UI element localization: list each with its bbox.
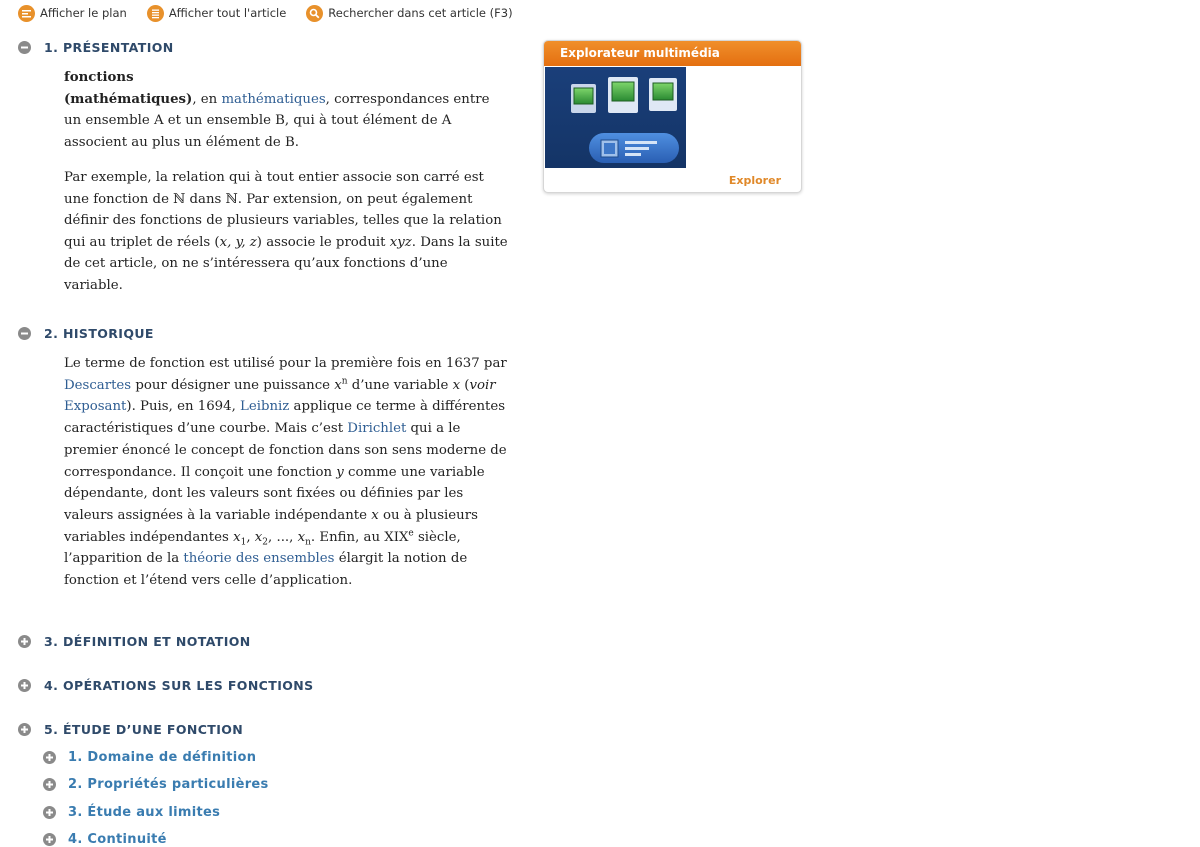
multimedia-thumbnail[interactable] — [545, 67, 686, 168]
subsection-domaine[interactable] — [43, 750, 256, 765]
document-icon — [147, 5, 164, 22]
search-icon — [306, 5, 323, 22]
section-etude-fonction[interactable] — [18, 722, 243, 737]
show-plan-label: Afficher le plan — [40, 6, 127, 20]
section-historique-title: 2. HISTORIQUE — [44, 326, 154, 341]
link-dirichlet[interactable]: Dirichlet — [347, 421, 407, 437]
collapse-icon[interactable] — [18, 41, 31, 54]
expand-icon[interactable] — [43, 778, 56, 791]
expand-icon[interactable] — [43, 806, 56, 819]
link-theorie-des-ensembles[interactable]: théorie des ensembles — [183, 551, 335, 567]
subsection-continuite[interactable] — [43, 832, 167, 847]
show-article-button[interactable] — [147, 5, 286, 22]
presentation-paragraph-2: Par exemple, la relation qui à tout entier associe son carré est une fonction de ℕ dans ℕ. Par extension, on peut également définir des fonctions de plusieurs variables, telles que la relation qui au triplet de réels (x, y, z) associe le produit xyz. Dans la suite de cet article, on ne s’intéressera qu’aux fonctions d’une variable. — [64, 170, 508, 293]
subsection-continuite-title: 4. Continuité — [68, 832, 167, 847]
link-mathematiques[interactable]: mathématiques — [221, 91, 326, 107]
link-descartes[interactable]: Descartes — [64, 377, 132, 393]
section-presentation[interactable] — [18, 40, 174, 55]
search-article-label: Rechercher dans cet article (F3) — [328, 6, 513, 20]
history-paragraph: Le terme de fonction est utilisé pour la première fois en 1637 par Descartes pour désigner une puissance $x^n$ d’une variable x (voir Exposant). Puis, en 1694, Leibniz applique ce terme à différentes caractéristiques d’une courbe. Mais c’est Dirichlet qui a le premier énoncé le concept de fonction dans son sens moderne de correspondance. Il conçoit une fonction y comme une variable dépendante, dont les valeurs sont fixées ou définies par les valeurs assignées à la variable indépendante x ou à plusieurs variables indépendantes $x_1$, $x_2$, ..., $x_n$. Enfin, au XIXe siècle, l’apparition de la théorie des ensembles élargit la notion de fonction et l’étend vers celle d’application. — [64, 356, 507, 589]
section-operations[interactable] — [18, 678, 314, 693]
link-leibniz[interactable]: Leibniz — [240, 399, 290, 415]
entry-term-qualifier: (mathématiques) — [64, 91, 193, 107]
section-historique[interactable] — [18, 326, 154, 341]
subsection-proprietes[interactable] — [43, 777, 269, 792]
link-exposant[interactable]: Exposant — [64, 399, 127, 415]
entry-term: fonctions — [64, 70, 134, 85]
search-article-button[interactable] — [306, 5, 512, 22]
subsection-domaine-title: 1. Domaine de définition — [68, 750, 257, 765]
section-definition-title: 3. DÉFINITION ET NOTATION — [44, 634, 251, 649]
expand-icon[interactable] — [43, 751, 56, 764]
section-operations-title: 4. OPÉRATIONS SUR LES FONCTIONS — [44, 678, 314, 693]
multimedia-explorer-title: Explorateur multimédia — [544, 41, 801, 66]
expand-icon[interactable] — [18, 635, 31, 648]
expand-icon[interactable] — [18, 723, 31, 736]
show-article-label: Afficher tout l'article — [168, 6, 287, 20]
collapse-icon[interactable] — [18, 327, 31, 340]
multimedia-explorer-panel — [543, 40, 802, 193]
article-toolbar — [18, 3, 533, 23]
expand-icon[interactable] — [43, 833, 56, 846]
presentation-paragraph-1: fonctions (mathématiques), en mathématiques, correspondances entre un ensemble A et un ensemble B, qui à tout élément de A associent au plus un élément de B. — [64, 70, 490, 150]
subsection-proprietes-title: 2. Propriétés particulières — [68, 777, 269, 792]
show-plan-button[interactable] — [18, 5, 127, 22]
section-definition-notation[interactable] — [18, 634, 251, 649]
subsection-limites-title: 3. Étude aux limites — [68, 805, 221, 820]
explore-link[interactable]: Explorer — [728, 174, 781, 187]
section-presentation-title: 1. PRÉSENTATION — [44, 40, 174, 55]
list-icon — [18, 5, 35, 22]
subsection-limites[interactable] — [43, 805, 220, 820]
section-etude-title: 5. ÉTUDE D’UNE FONCTION — [44, 722, 244, 737]
expand-icon[interactable] — [18, 679, 31, 692]
